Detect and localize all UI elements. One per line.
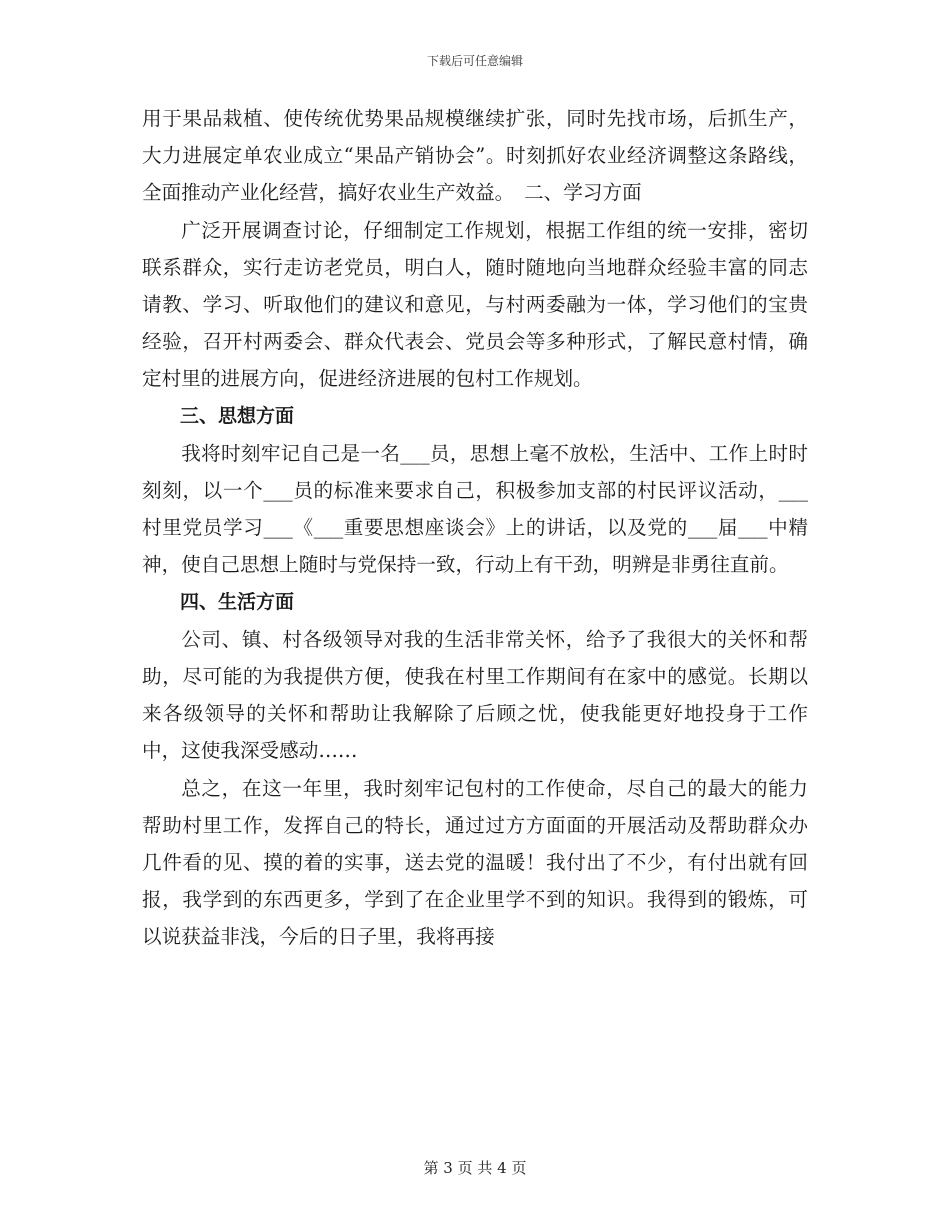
paragraph-life: 公司、镇、村各级领导对我的生活非常关怀，给予了我很大的关怀和帮助，尽可能的为我提供方便，使我在村里工作期间有在家中的感觉。长期以来各级领导的关怀和帮助让我解除了后顾之忧，使我能更好地投身于工作中，这使我深受感动……	[142, 627, 808, 763]
heading-life: 四、生活方面	[180, 590, 295, 613]
page-number: 第 3 页 共 4 页	[423, 1159, 527, 1177]
paragraph-learning: 广泛开展调查讨论，仔细制定工作规划，根据工作组的统一安排，密切联系群众，实行走访老党员，明白人，随时随地向当地群众经验丰富的同志请教、学习、听取他们的建议和意见，与村两委融为一体，学习他们的宝贵经验，召开村两委会、群众代表会、党员会等多种形式，了解民意村情，确定村里的进展方向，促进经济进展的包村工作规划。	[142, 218, 808, 391]
paragraph-fruit-planting: 用于果品栽植、使传统优势果品规模继续扩张，同时先找市场，后抓生产，大力进展定单农业成立“果品产销协会”。时刻抓好农业经济调整这条路线，全面推动产业化经营，搞好农业生产效益。 二、学习方面	[142, 107, 808, 205]
paragraph-summary: 总之，在这一年里，我时刻牢记包村的工作使命，尽自己的最大的能力帮助村里工作，发挥自己的特长，通过过方方面面的开展活动及帮助群众办几件看的见、摸的着的实事，送去党的温暖！我付出了不少，有付出就有回报，我学到的东西更多，学到了在企业里学不到的知识。我得到的锻炼，可以说获益非浅，今后的日子里，我将再接	[142, 776, 808, 949]
document-body	[142, 100, 808, 956]
heading-thought: 三、思想方面	[180, 404, 295, 427]
paragraph-thought: 我将时刻牢记自己是一名___员，思想上毫不放松，生活中、工作上时时刻刻，以一个___员的标准来要求自己，积极参加支部的村民评议活动，___村里党员学习___《___重要思想座谈会》上的讲话，以及党的___届___中精神，使自己思想上随时与党保持一致，行动上有干劲，明辨是非勇往直前。	[142, 441, 808, 577]
page-header-note: 下载后可任意编辑	[426, 54, 523, 68]
